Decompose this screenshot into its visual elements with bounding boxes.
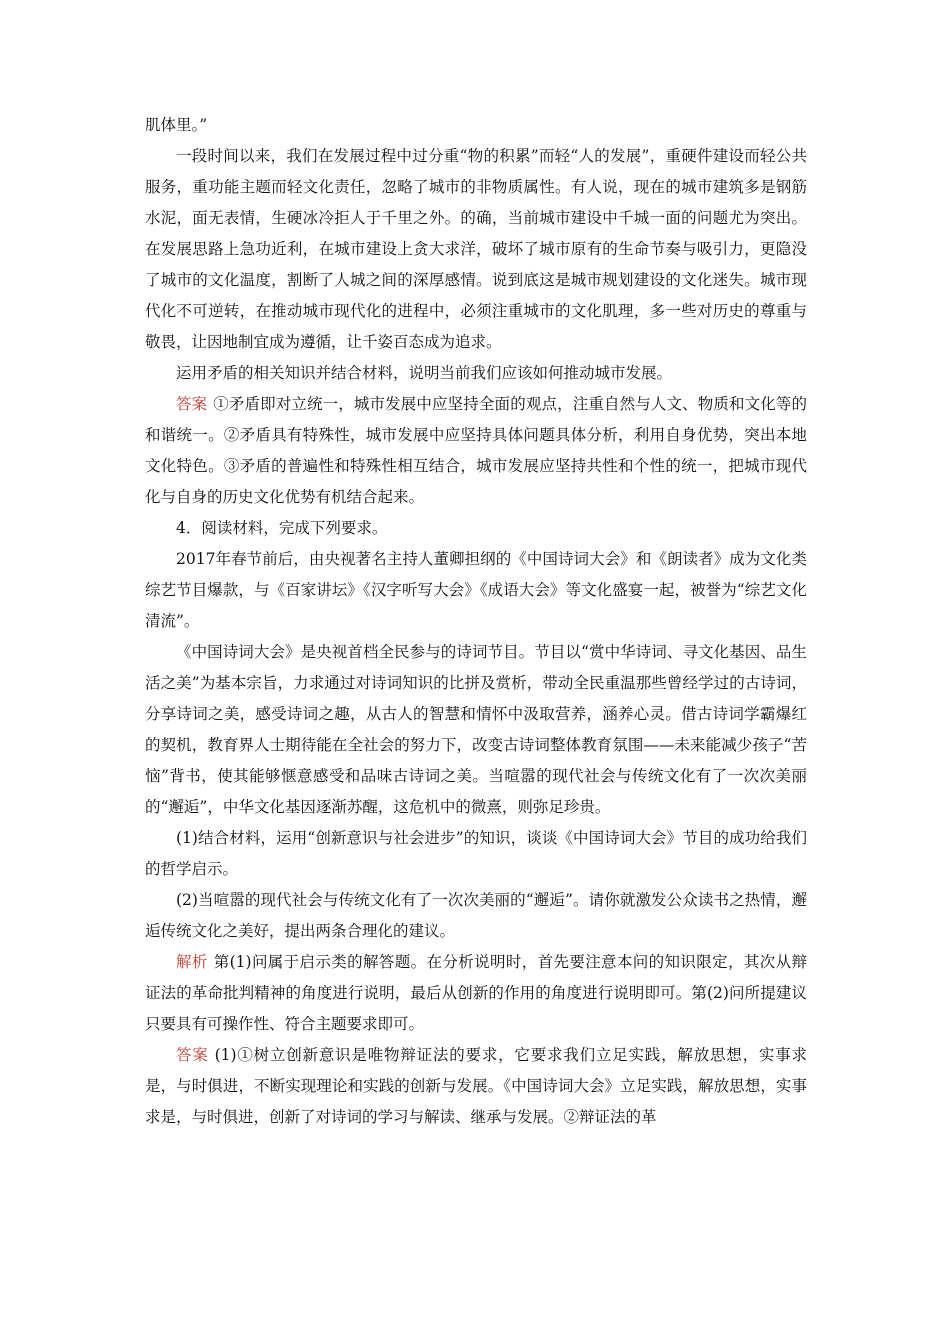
answer-label: 答案 [176, 395, 208, 413]
question-4-heading: 4．阅读材料，完成下列要求。 [176, 519, 388, 537]
subquestion-2: (2)当喧嚣的现代社会与传统文化有了一次次美丽的“邂逅”。请你就激发公众读书之热情，邂逅传统文化之美好，提出两条合理化的建议。 [145, 891, 807, 940]
answer-text: (1)①树立创新意识是唯物辩证法的要求，它要求我们立足实践，解放思想，实事求是，与时俱进，不断实现理论和实践的创新与发展。《中国诗词大会》立足实践，解放思想，实事求是，与时俱进，创新了对诗词的学习与解读、继承与发展。②辩证法的革 [145, 1046, 807, 1126]
material-paragraph-1: 2017年春节前后，由央视著名主持人董卿担纲的《中国诗词大会》和《朗读者》成为文化类综艺节目爆款，与《百家讲坛》《汉字听写大会》《成语大会》等文化盛宴一起，被誉为“综艺文化清流”。 [145, 550, 807, 630]
answer-3 [145, 389, 807, 513]
analysis-text: 第(1)问属于启示类的解答题。在分析说明时，首先要注意本问的知识限定，其次从辩证法的革命批判精神的角度进行说明，最后从创新的作用的角度进行说明即可。第(2)问所提建议只要具有可操作性、符合主题要求即可。 [145, 953, 807, 1033]
analysis-4 [145, 947, 807, 1040]
material-paragraph-2: 《中国诗词大会》是央视首档全民参与的诗词节目。节目以“赏中华诗词、寻文化基因、品生活之美”为基本宗旨，力求通过对诗词知识的比拼及赏析，带动全民重温那些曾经学过的古诗词，分享诗词之美，感受诗词之趣，从古人的智慧和情怀中汲取营养，涵养心灵。借古诗词学霸爆红的契机，教育界人士期待能在全社会的努力下，改变古诗词整体教育氛围——未来能减少孩子“苦恼”背书，使其能够惬意感受和品味古诗词之美。当喧嚣的现代社会与传统文化有了一次次美丽的“邂逅”，中华文化基因逐渐苏醒，这危机中的微熹，则弥足珍贵。 [145, 643, 807, 816]
paragraph-material: 一段时间以来，我们在发展过程中过分重“物的积累”而轻“人的发展”，重硬件建设而轻公共服务，重功能主题而轻文化责任，忽略了城市的非物质属性。有人说，现在的城市建筑多是钢筋水泥，面无表情，生硬冰冷拒人于千里之外。的确，当前城市建设中千城一面的问题尤为突出。在发展思路上急功近利，在城市建设上贪大求洋，破坏了城市原有的生命节奏与吸引力，更隐没了城市的文化温度，割断了人城之间的深厚感情。说到底这是城市规划建设的文化迷失。城市现代化不可逆转，在推动城市现代化的进程中，必须注重城市的文化肌理，多一些对历史的尊重与敬畏，让因地制宜成为遵循，让千姿百态成为追求。 [145, 147, 807, 351]
paragraph-continuation: 肌体里。” [145, 116, 208, 134]
analysis-label: 解析 [176, 953, 208, 971]
document-page [145, 110, 807, 1133]
subquestion-1: (1)结合材料，运用“创新意识与社会进步”的知识，谈谈《中国诗词大会》节目的成功给我们的哲学启示。 [145, 829, 807, 878]
answer-label: 答案 [176, 1046, 209, 1064]
question-3: 运用矛盾的相关知识并结合材料，说明当前我们应该如何推动城市发展。 [176, 364, 673, 382]
answer-text: ①矛盾即对立统一，城市发展中应坚持全面的观点，注重自然与人文、物质和文化等的和谐统一。②矛盾具有特殊性，城市发展中应坚持具体问题具体分析，利用自身优势，突出本地文化特色。③矛盾的普遍性和特殊性相互结合，城市发展应坚持共性和个性的统一，把城市现代化与自身的历史文化优势有机结合起来。 [145, 395, 807, 506]
answer-4 [145, 1040, 807, 1133]
